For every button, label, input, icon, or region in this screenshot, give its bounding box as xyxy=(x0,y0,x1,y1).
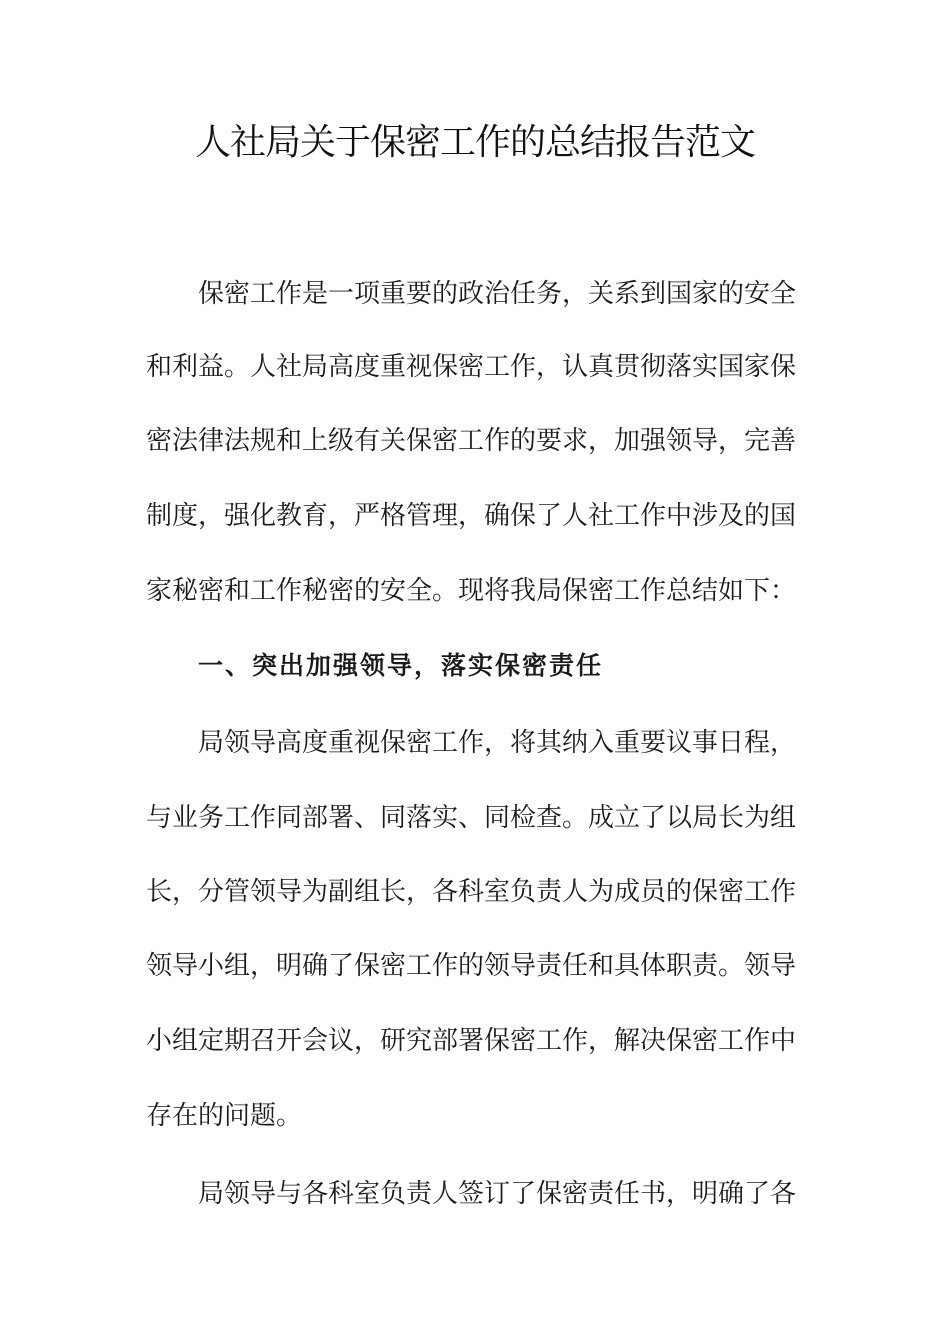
paragraph-2-line-6: 存在的问题。 xyxy=(146,1101,303,1131)
paragraph-1-line-3: 密法律法规和上级有关保密工作的要求，加强领导，完善 xyxy=(146,426,797,456)
paragraph-2-line-2: 与业务工作同部署、同落实、同检查。成立了以局长为组 xyxy=(146,803,797,833)
paragraph-2-line-4: 领导小组，明确了保密工作的领导责任和具体职责。领导 xyxy=(146,951,797,981)
paragraph-3-line-1: 局领导与各科室负责人签订了保密责任书，明确了各 xyxy=(198,1179,797,1209)
paragraph-1-line-1: 保密工作是一项重要的政治任务，关系到国家的安全 xyxy=(198,279,797,309)
paragraph-1-line-4: 制度，强化教育，严格管理，确保了人社工作中涉及的国 xyxy=(146,501,797,531)
paragraph-2-line-1: 局领导高度重视保密工作，将其纳入重要议事日程， xyxy=(198,728,797,758)
paragraph-2-line-3: 长，分管领导为副组长，各科室负责人为成员的保密工作 xyxy=(146,877,797,907)
section-heading-1: 一、突出加强领导，落实保密责任 xyxy=(198,651,604,680)
paragraph-1-line-5: 家秘密和工作秘密的安全。现将我局保密工作总结如下： xyxy=(146,576,797,606)
paragraph-1-line-2: 和利益。人社局高度重视保密工作，认真贯彻落实国家保 xyxy=(146,352,797,382)
document-title: 人社局关于保密工作的总结报告范文 xyxy=(194,122,755,163)
paragraph-2-line-5: 小组定期召开会议，研究部署保密工作，解决保密工作中 xyxy=(146,1026,797,1056)
